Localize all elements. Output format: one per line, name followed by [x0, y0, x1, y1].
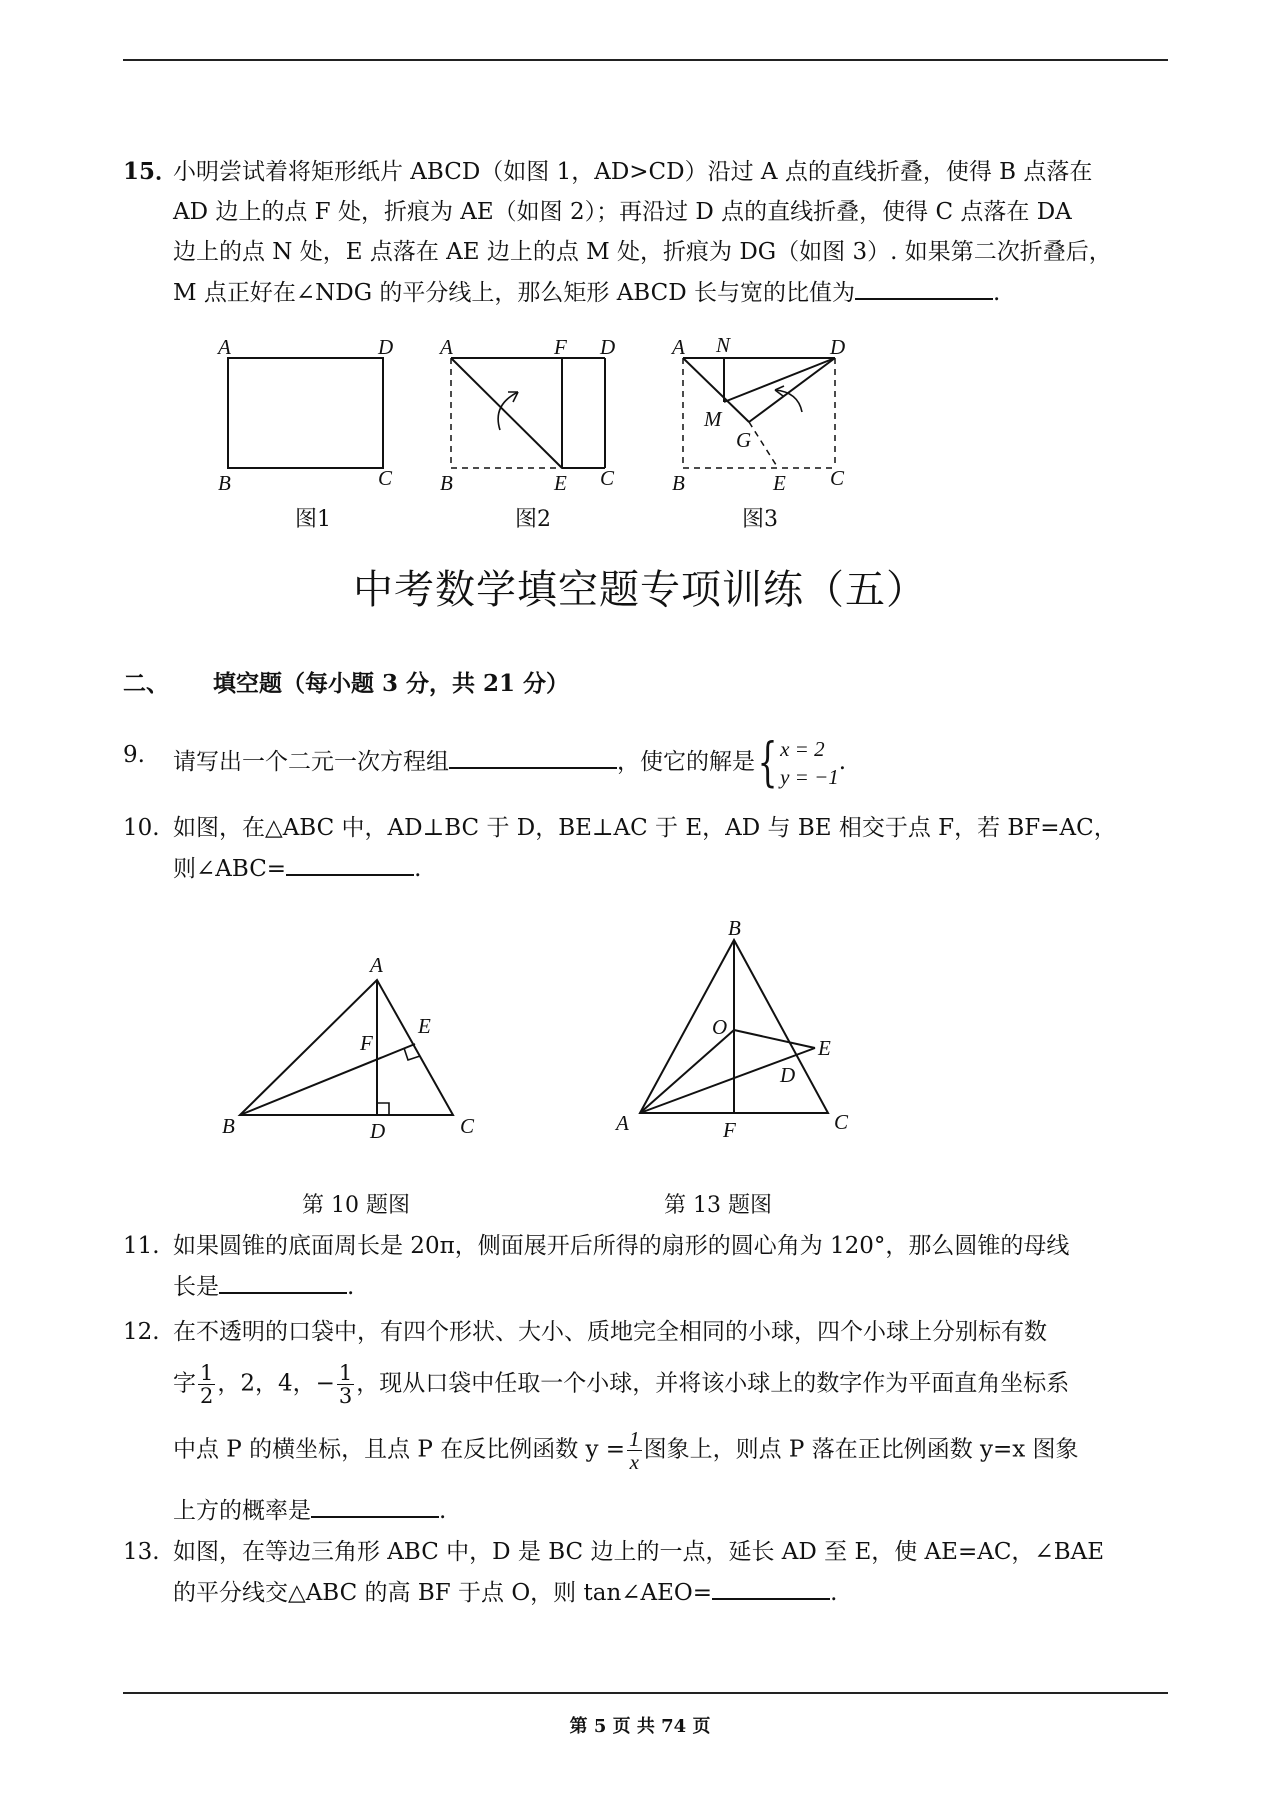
q9-system	[780, 735, 839, 791]
fig2	[438, 335, 615, 495]
q11-line2	[173, 1266, 354, 1307]
fig13-label-F: F	[723, 1118, 736, 1142]
q9-eq2: y = −1	[780, 765, 839, 789]
fig2-label-F: F	[554, 335, 567, 359]
fig2-label-E: E	[554, 471, 567, 495]
q9-answer-blank[interactable]	[449, 741, 617, 769]
q13-line1: 如图，在等边三角形 ABC 中，D 是 BC 边上的一点，延长 AD 至 E，使 AE=AC，∠BAE	[173, 1539, 1104, 1565]
fig3-label-G: G	[736, 428, 752, 452]
q9-text2: ，使它的解是	[617, 749, 755, 775]
q15-figures	[200, 330, 880, 500]
fig3-label-E: E	[773, 471, 786, 495]
q12-frac2-den: 3	[338, 1384, 353, 1408]
fig3-caption: 图3	[742, 507, 778, 532]
fig3-label-B: B	[672, 471, 685, 495]
q12-frac1-num: 1	[200, 1361, 214, 1385]
q13-line2-text: 的平分线交△ABC 的高 BF 于点 O，则 tan∠AEO=	[173, 1580, 713, 1606]
fig1-label-B: B	[218, 471, 231, 495]
fig10-label-A: A	[370, 953, 383, 977]
fig2-label-D: D	[600, 335, 616, 359]
fig2-label-A: A	[440, 335, 453, 359]
q12-line4	[173, 1490, 446, 1531]
section-number: 二、	[123, 670, 169, 697]
q12-number: 12.	[123, 1319, 160, 1345]
fig1-label-D: D	[378, 335, 394, 359]
fig10-caption: 第 10 题图	[302, 1193, 410, 1218]
q12-line2a: 字	[173, 1370, 196, 1397]
q12-end: .	[439, 1498, 447, 1524]
fig1-caption: 图1	[295, 507, 331, 532]
q9-text: 请写出一个二元一次方程组	[173, 749, 449, 775]
q12-line3	[173, 1428, 1079, 1473]
fig3-label-M: M	[704, 407, 722, 431]
page-footer: 第 5 页 共 74 页	[569, 1716, 711, 1737]
q10-end: .	[414, 856, 422, 882]
q13-end: .	[830, 1580, 838, 1606]
fig10-label-E: E	[418, 1014, 431, 1038]
q9-eq1: x = 2	[780, 737, 825, 761]
fig10-label-B: B	[222, 1114, 235, 1138]
q12-line2b: ，2，4，−	[217, 1370, 335, 1397]
fig13-label-E: E	[818, 1036, 831, 1060]
q15-answer-blank[interactable]	[855, 272, 993, 300]
q11-answer-blank[interactable]	[219, 1266, 347, 1294]
q15-line1: 小明尝试着将矩形纸片 ABCD（如图 1，AD>CD）沿过 A 点的直线折叠，使得 B 点落在	[173, 159, 1093, 185]
fig13-label-D: D	[780, 1063, 796, 1087]
q10-line2	[173, 848, 421, 889]
q12-line3b: 图象上，则点 P 落在正比例函数 y=x 图象	[643, 1436, 1079, 1463]
q10-number: 10.	[123, 815, 160, 841]
q12-answer-blank[interactable]	[311, 1490, 439, 1518]
fig10-label-F: F	[360, 1031, 373, 1055]
q12-line3a: 中点 P 的横坐标，且点 P 在反比例函数 y =	[173, 1436, 626, 1463]
fig13-label-O: O	[712, 1015, 728, 1039]
fig13-label-A: A	[616, 1111, 629, 1135]
footer-rule	[123, 1692, 1168, 1694]
section-title: 中考数学填空题专项训练（五）	[353, 567, 927, 613]
fig13-label-C: C	[834, 1110, 849, 1134]
fig10-label-D: D	[370, 1119, 386, 1143]
fig2-caption: 图2	[515, 507, 551, 532]
q15-line4	[173, 272, 1000, 313]
q11-line1: 如果圆锥的底面周长是 20π，侧面展开后所得的扇形的圆心角为 120°，那么圆锥的母线	[173, 1233, 1070, 1259]
fig2-label-C: C	[600, 466, 615, 490]
q13-number: 13.	[123, 1539, 160, 1565]
q12-frac3	[627, 1428, 642, 1473]
q13-line2	[173, 1572, 837, 1613]
q10-answer-blank[interactable]	[286, 848, 414, 876]
fig1-label-C: C	[378, 466, 393, 490]
fig13-caption: 第 13 题图	[664, 1193, 772, 1218]
fig3-label-N: N	[716, 333, 731, 357]
q15-number: 15．	[123, 158, 179, 185]
q12-frac3-num: 1	[629, 1427, 640, 1451]
q12-line2c: ，现从口袋中任取一个小球，并将该小球上的数字作为平面直角坐标系	[356, 1370, 1070, 1397]
q11-line2-text: 长是	[173, 1274, 219, 1300]
q12-frac2-num: 1	[338, 1361, 353, 1385]
q9-end: .	[838, 749, 847, 775]
header-rule	[123, 59, 1168, 61]
q9-number: 9.	[123, 742, 145, 768]
q10-line1: 如图，在△ABC 中，AD⊥BC 于 D，BE⊥AC 于 E，AD 与 BE 相交于点 F，若 BF=AC，	[173, 815, 1117, 841]
fig3-label-D: D	[830, 335, 846, 359]
fig3-label-C: C	[830, 466, 845, 490]
q12-frac1	[198, 1362, 215, 1407]
fig2-label-B: B	[440, 471, 453, 495]
fig1	[216, 335, 393, 495]
section-heading: 填空题（每小题 3 分，共 21 分）	[213, 670, 570, 697]
q9-line	[173, 735, 846, 791]
q13-figure	[610, 920, 870, 1150]
q13-answer-blank[interactable]	[712, 1572, 830, 1600]
q11-end: .	[347, 1274, 355, 1300]
q15-line4-end: .	[992, 280, 1001, 306]
q15-line3: 边上的点 N 处，E 点落在 AE 边上的点 M 处，折痕为 DG（如图 3）. 如果第二次折叠后，	[173, 239, 1112, 265]
fig3	[670, 333, 845, 495]
fig3-label-A: A	[672, 335, 685, 359]
q9-brace: {	[757, 733, 778, 793]
q10-line2-text: 则∠ABC=	[173, 856, 287, 882]
q11-number: 11.	[123, 1233, 160, 1259]
q15-line4-text: M 点正好在∠NDG 的平分线上，那么矩形 ABCD 长与宽的比值为	[173, 280, 855, 306]
fig1-label-A: A	[218, 335, 231, 359]
q12-frac1-den: 2	[200, 1384, 214, 1408]
q12-frac3-den: x	[629, 1450, 639, 1474]
q10-figure	[210, 950, 500, 1150]
q12-frac2	[337, 1362, 354, 1407]
fig10-label-C: C	[460, 1114, 475, 1138]
q12-line4-text: 上方的概率是	[173, 1498, 311, 1524]
q15-line2: AD 边上的点 F 处，折痕为 AE（如图 2）；再沿过 D 点的直线折叠，使得 C 点落在 DA	[173, 199, 1072, 225]
q12-line2	[173, 1362, 1069, 1407]
fig13-label-B: B	[728, 920, 741, 940]
q12-line1: 在不透明的口袋中，有四个形状、大小、质地完全相同的小球，四个小球上分别标有数	[173, 1319, 1047, 1345]
